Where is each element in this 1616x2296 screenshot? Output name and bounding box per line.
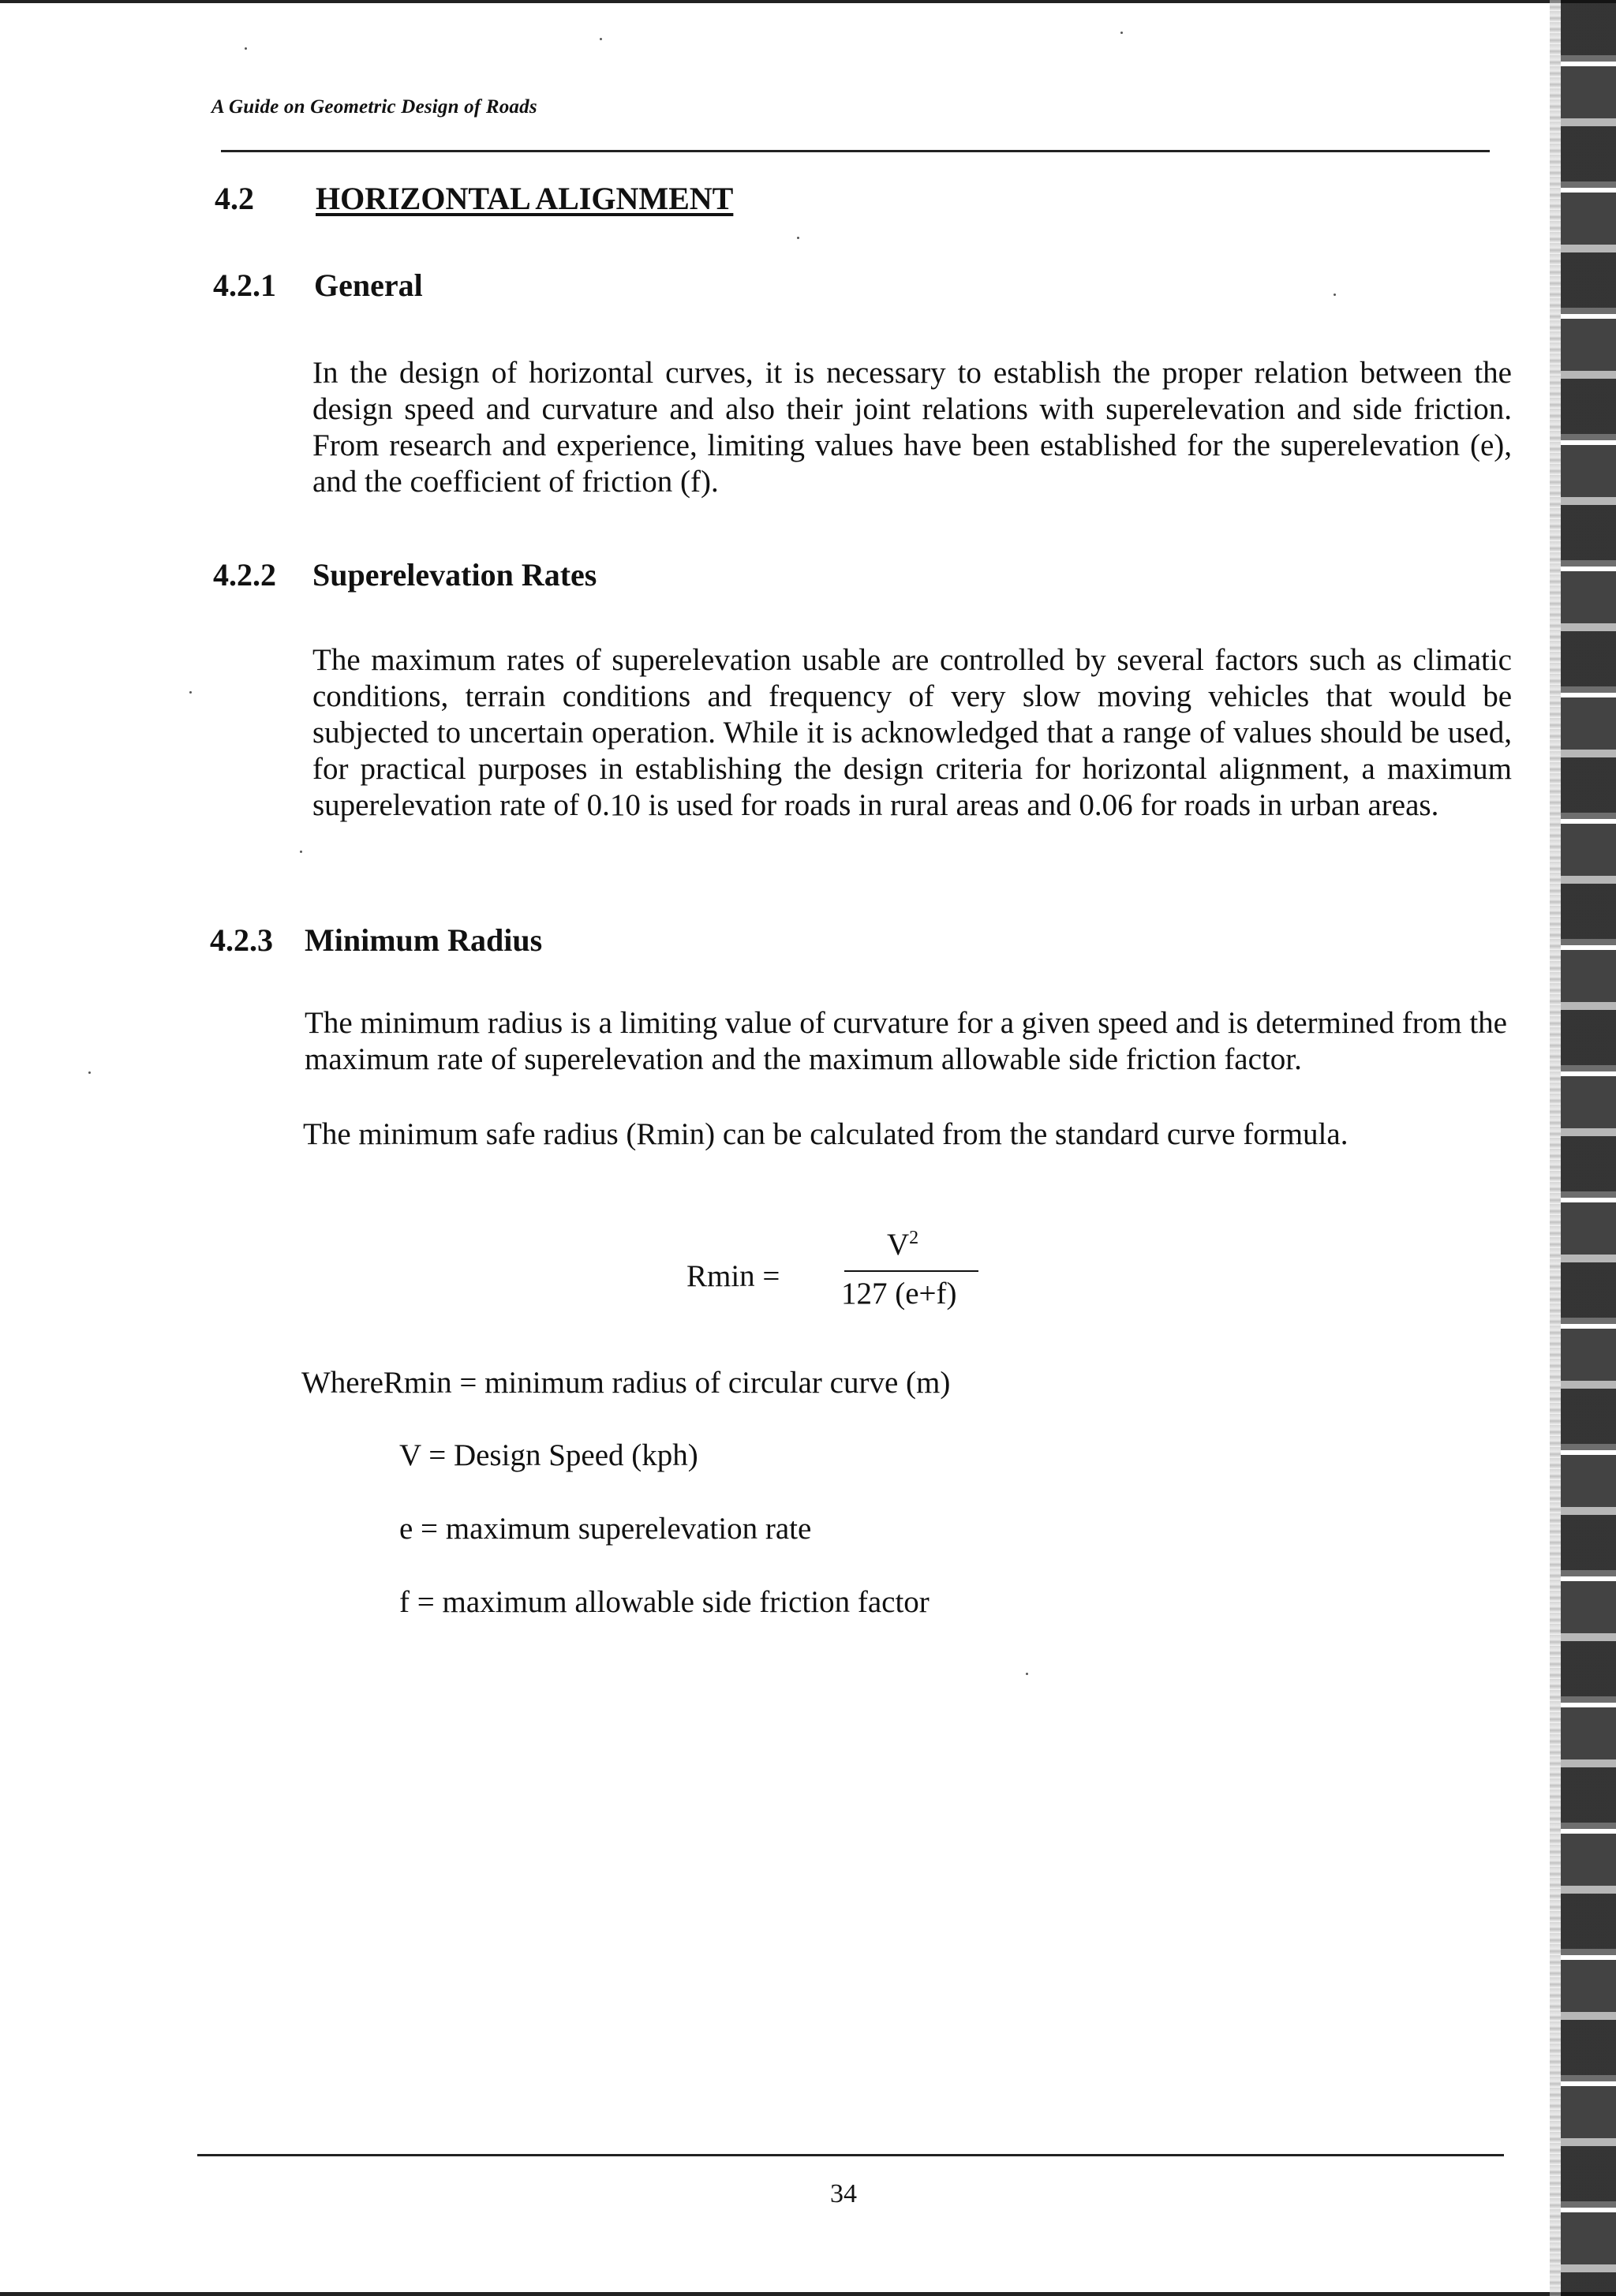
scan-speck	[300, 851, 302, 853]
subsection-title: Minimum Radius	[305, 922, 543, 958]
subsection-number: 4.2.2	[213, 557, 276, 593]
definition-item: V = Design Speed (kph)	[399, 1438, 698, 1472]
scan-speck	[600, 38, 602, 40]
curve-formula	[686, 1227, 986, 1329]
scan-speck	[88, 1071, 91, 1074]
header-rule	[221, 150, 1490, 152]
paragraph-superelevation: The maximum rates of superelevation usable are controlled by several factors such as climatic conditions, terrain conditions and frequency of very slow moving vehicles that would be subjected to uncertain operation. While it is acknowledged that a range of values should be used, for practical purposes in establishing the design criteria for horizontal alignment, a maximum superelevation rate of 0.10 is used for roads in rural areas and 0.06 for roads in urban areas.	[312, 643, 1512, 822]
scan-speck	[797, 237, 799, 239]
scan-speck	[1026, 1673, 1028, 1675]
formula-numerator	[887, 1227, 918, 1262]
page-border-bottom	[0, 2292, 1616, 2296]
formula-denominator: 127 (e+f)	[841, 1277, 957, 1311]
paragraph-general: In the design of horizontal curves, it is necessary to establish the proper relation between the design speed and curvature and also their joint relations with superelevation and side friction. From research and experience, limiting values have been established for the superelevation (e), and the coefficient of friction (f).	[312, 356, 1512, 499]
page-border-top	[0, 0, 1616, 3]
subsection-title: Superelevation Rates	[312, 557, 597, 593]
formula-exponent: 2	[909, 1228, 919, 1248]
subsection-number: 4.2.3	[210, 922, 273, 958]
section-number: 4.2	[215, 181, 254, 216]
paragraph-minimum-radius: The minimum radius is a limiting value of curvature for a given speed and is determined from the maximum rate of superelevation and the maximum allowable side friction factor.	[305, 1006, 1507, 1076]
binding-shadow	[1550, 0, 1561, 2296]
fraction-bar	[844, 1270, 978, 1272]
scan-speck	[245, 47, 247, 50]
scan-speck	[189, 691, 192, 694]
running-header: A Guide on Geometric Design of Roads	[211, 96, 537, 118]
subsection-number: 4.2.1	[213, 267, 276, 303]
page-number: 34	[830, 2179, 857, 2208]
scan-speck	[1120, 32, 1123, 34]
definition-item: f = maximum allowable side friction factor	[399, 1585, 930, 1619]
footer-rule	[197, 2154, 1504, 2156]
subsection-title: General	[314, 267, 423, 303]
spiral-binding	[1561, 0, 1616, 2296]
definition-item: e = maximum superelevation rate	[399, 1512, 812, 1546]
section-title: HORIZONTAL ALIGNMENT	[316, 181, 734, 216]
definition-where: WhereRmin = minimum radius of circular curve (m)	[301, 1366, 951, 1400]
paragraph-formula-intro: The minimum safe radius (Rmin) can be calculated from the standard curve formula.	[303, 1117, 1349, 1151]
formula-lhs: Rmin =	[686, 1259, 780, 1293]
scan-speck	[1334, 294, 1336, 296]
formula-variable: V	[887, 1228, 910, 1262]
